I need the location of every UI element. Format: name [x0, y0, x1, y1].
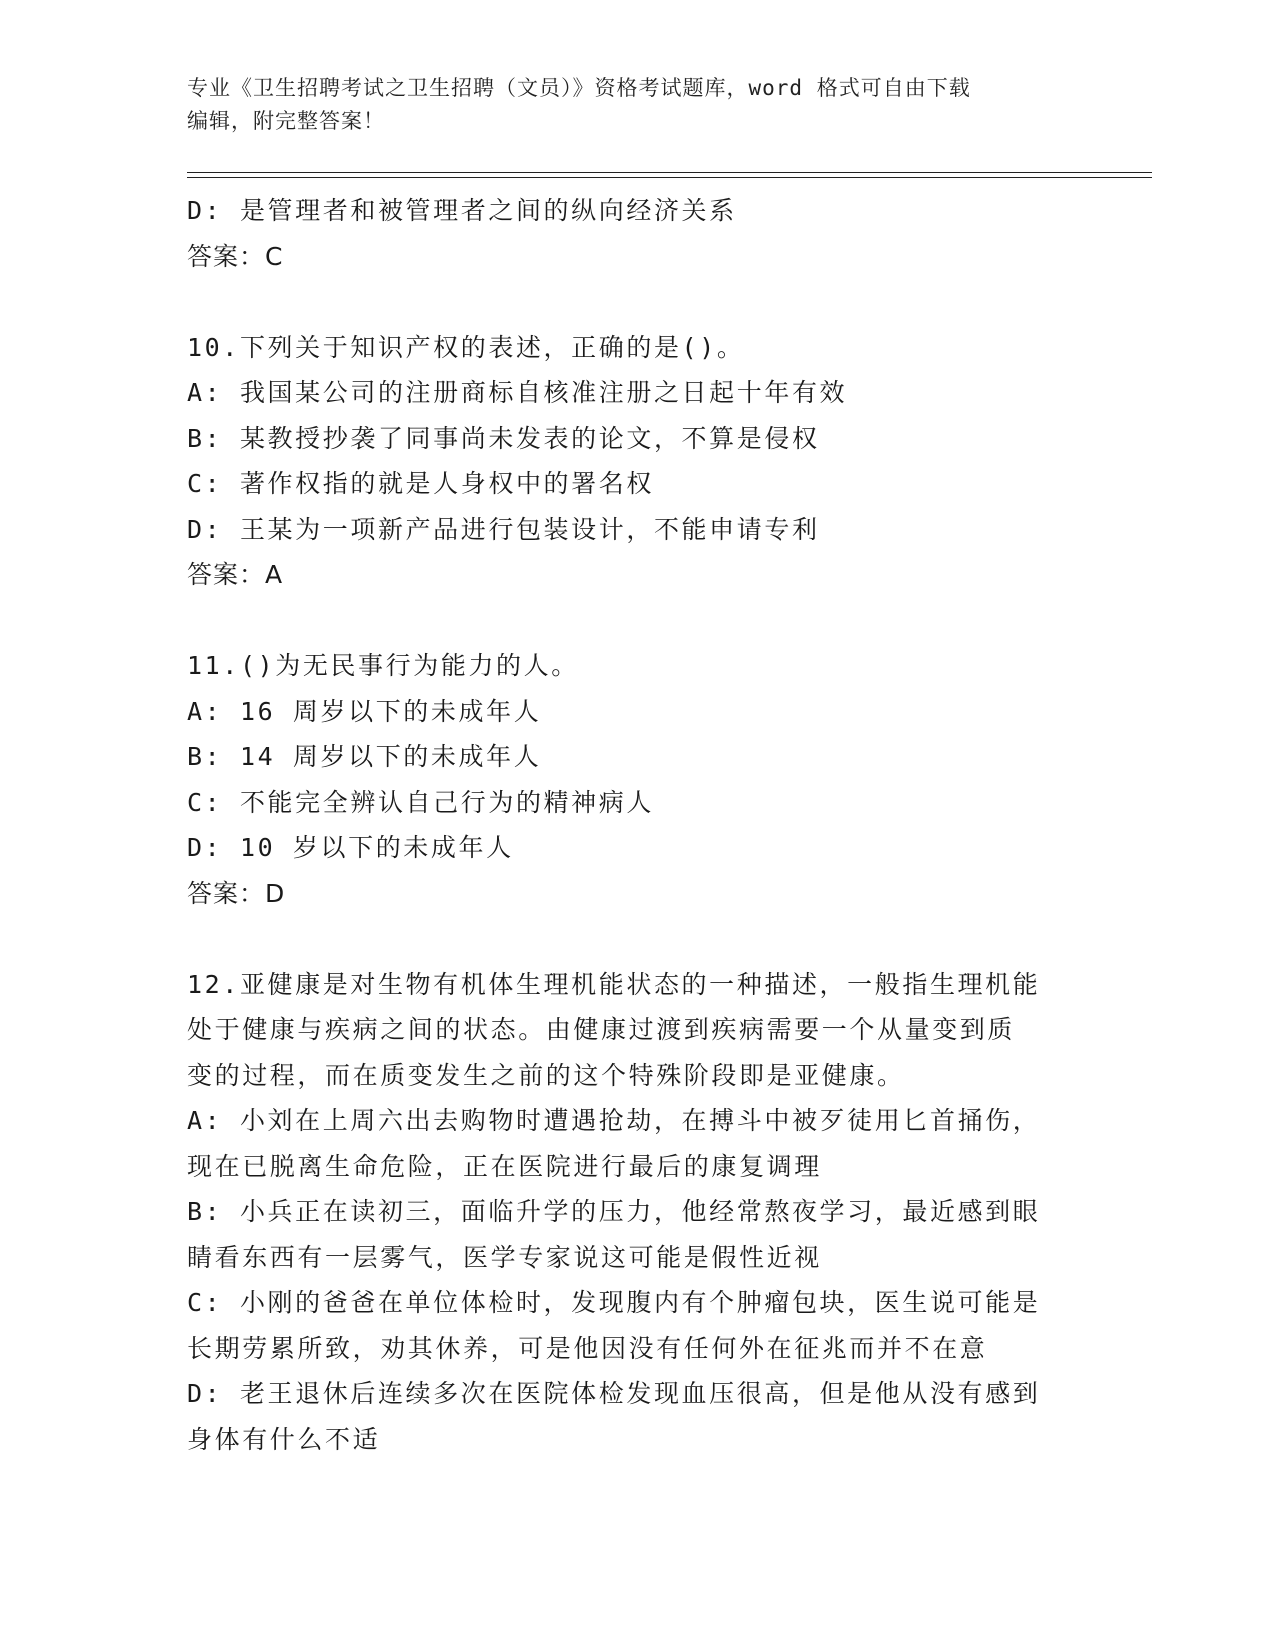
question-10: [187, 325, 1087, 598]
option-a: A: 我国某公司的注册商标自核准注册之日起十年有效: [187, 378, 848, 407]
option-a-line: 现在已脱离生命危险，正在医院进行最后的康复调理: [187, 1151, 822, 1181]
option-d: D: 是管理者和被管理者之间的纵向经济关系: [187, 196, 737, 225]
option-b: B: 某教授抄袭了同事尚未发表的论文，不算是侵权: [187, 423, 820, 453]
option-a-line: A: 小刘在上周六出去购物时遭遇抢劫，在搏斗中被歹徒用匕首捅伤，: [187, 1106, 1041, 1135]
question-stem-line: 12.亚健康是对生物有机体生理机能状态的一种描述，一般指生理机能: [187, 969, 1041, 999]
option-b-line: 睛看东西有一层雾气，医学专家说这可能是假性近视: [187, 1242, 822, 1272]
question-content: [187, 188, 1087, 1462]
option-d-line: 身体有什么不适: [187, 1424, 381, 1454]
option-c: C: 著作权指的就是人身权中的署名权: [187, 469, 654, 498]
header-rule-bottom: [187, 177, 1152, 178]
question-9-tail: [187, 188, 1087, 279]
option-d: D: 10 岁以下的未成年人: [187, 833, 514, 862]
question-stem-line: 处于健康与疾病之间的状态。由健康过渡到疾病需要一个从量变到质: [187, 1015, 1016, 1044]
document-header: [187, 72, 1087, 138]
option-b: B: 14 周岁以下的未成年人: [187, 742, 542, 771]
option-c-line: C: 小刚的爸爸在单位体检时，发现腹内有个肿瘤包块，医生说可能是: [187, 1288, 1041, 1317]
option-d: D: 王某为一项新产品进行包装设计，不能申请专利: [187, 514, 820, 544]
question-stem-line: 变的过程，而在质变发生之前的这个特殊阶段即是亚健康。: [187, 1060, 905, 1090]
option-c: C: 不能完全辨认自己行为的精神病人: [187, 787, 654, 817]
header-line-2: 编辑，附完整答案！: [187, 109, 385, 133]
answer: 答案：D: [187, 878, 286, 908]
header-rule-top: [187, 172, 1152, 173]
answer: 答案：C: [187, 241, 284, 271]
question-11: [187, 643, 1087, 916]
question-stem: 10.下列关于知识产权的表述，正确的是()。: [187, 332, 745, 362]
question-12: [187, 962, 1087, 1463]
option-b-line: B: 小兵正在读初三，面临升学的压力，他经常熬夜学习，最近感到眼: [187, 1197, 1041, 1226]
option-a: A: 16 周岁以下的未成年人: [187, 696, 542, 726]
header-line-1: 专业《卫生招聘考试之卫生招聘（文员）》资格考试题库，word 格式可自由下载: [187, 76, 971, 100]
answer: 答案：A: [187, 560, 284, 589]
option-c-line: 长期劳累所致，劝其休养，可是他因没有任何外在征兆而并不在意: [187, 1333, 988, 1363]
question-stem: 11.()为无民事行为能力的人。: [187, 651, 579, 680]
option-d-line: D: 老王退休后连续多次在医院体检发现血压很高，但是他从没有感到: [187, 1379, 1041, 1408]
